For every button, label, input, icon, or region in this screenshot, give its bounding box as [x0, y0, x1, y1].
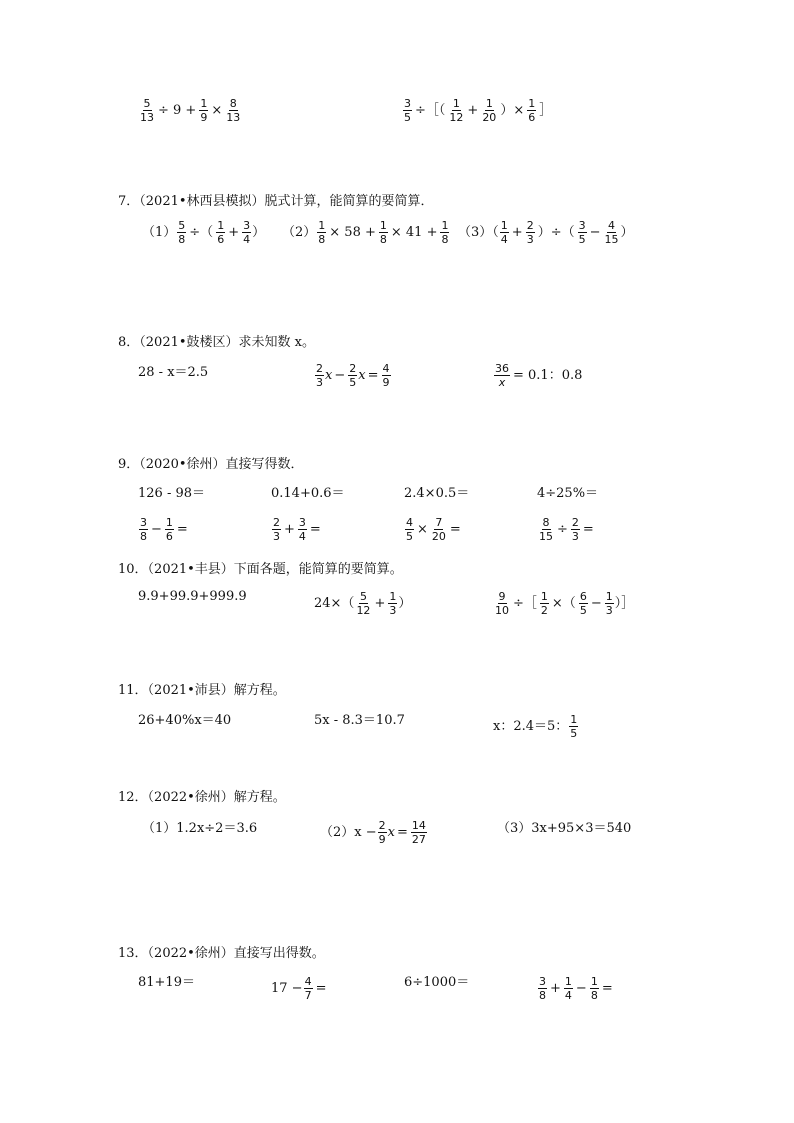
fraction: $\frac{2}{5}$ — [349, 362, 357, 389]
fraction: 1 6 — [217, 219, 225, 246]
question-13-heading: 13．（2022•徐州）直接写出得数。 — [118, 946, 325, 961]
question-11-heading: 11．（2021•沛县）解方程。 — [118, 683, 286, 698]
fraction: $\frac{1}{6}$ — [165, 516, 173, 543]
q8-problem-2: 2 3 x − $\frac{2}{5}$ x = $\frac{4}{9}$ — [316, 362, 390, 389]
fraction: $\frac{1}{8}$ — [590, 975, 598, 1002]
q12-problem-1: （1）1.2x÷2＝3.6 — [142, 821, 258, 836]
q9-row2-item: $\frac{8}{15}$ ÷ $\frac{2}{3}$ = — [539, 516, 594, 543]
fraction: $\frac{3}{4}$ — [243, 219, 251, 246]
fraction: 2 3 — [273, 516, 280, 543]
q11-problem-3: x：2.4＝5： 1 5 — [493, 713, 578, 740]
fraction: 3 8 — [140, 516, 147, 543]
q13-problem-2: 17 − $\frac{4}{7}$ = — [271, 975, 327, 1002]
q9-row2-item: $\frac{4}{5}$ × $\frac{7}{20}$ = — [406, 516, 461, 543]
fraction: $\frac{1}{6}$ — [528, 97, 536, 124]
q7-problem-2: （2） $\frac{1}{8}$ × 58 + $\frac{1}{8}$ × 41 + $\frac{1}{8}$ — [282, 219, 449, 246]
fraction: $\frac{1}{3}$ — [605, 590, 613, 617]
fraction: $\frac{1}{9}$ — [200, 97, 208, 124]
q10-problem-2: 24×（ 5 12 + $\frac{1}{3}$ ） — [314, 590, 412, 617]
fraction: $\frac{14}{27}$ — [411, 819, 426, 846]
question-12-heading: 12．（2022•徐州）解方程。 — [118, 790, 286, 805]
fraction: $\frac{4}{15}$ — [604, 219, 619, 246]
fraction: $\frac{4}{7}$ — [304, 975, 312, 1002]
fraction: 1 12 — [449, 97, 464, 124]
fraction: $\frac{1}{8}$ — [441, 219, 449, 246]
fraction: $\frac{2}{3}$ — [571, 516, 579, 543]
question-9-heading: 9．（2020•徐州）直接写得数． — [118, 457, 304, 472]
fraction: $\frac{5}{13}$ — [140, 97, 154, 124]
fraction: $\frac{3}{5}$ — [404, 97, 411, 124]
q9-row2-item: 3 8 − $\frac{1}{6}$ = — [140, 516, 188, 543]
expression-top-left: $\frac{5}{13}$ ÷ 9 + $\frac{1}{9}$ × $\frac{8}{13}$ — [140, 97, 241, 124]
question-10-heading: 10．（2021•丰县）下面各题，能简算的要简算。 — [118, 562, 403, 577]
fraction: $\frac{7}{20}$ — [431, 516, 446, 543]
fraction: $\frac{2}{9}$ — [378, 819, 386, 846]
question-8-heading: 8．（2021•鼓楼区）求未知数 x。 — [118, 335, 315, 350]
fraction: 1 5 — [570, 713, 578, 740]
q11-problem-2: 5x - 8.3＝10.7 — [314, 713, 405, 728]
q13-problem-3: 6÷1000＝ — [404, 975, 470, 990]
fraction: 3 5 — [578, 219, 586, 246]
fraction: $\frac{5}{8}$ — [178, 219, 186, 246]
fraction: $\frac{1}{2}$ — [540, 590, 548, 617]
fraction: $\frac{1}{8}$ — [318, 219, 326, 246]
q12-problem-2: （2）x − $\frac{2}{9}$ x = $\frac{14}{27}$ — [320, 819, 426, 846]
fraction: 2 3 — [316, 362, 323, 389]
q11-problem-1: 26+40%x＝40 — [138, 713, 232, 728]
fraction: $\frac{8}{15}$ — [539, 516, 553, 543]
q9-row1-item: 4÷25%＝ — [537, 486, 599, 501]
fraction: $\frac{3}{4}$ — [298, 516, 306, 543]
q12-problem-3: （3）3x+95×3＝540 — [497, 821, 632, 836]
fraction: 1 4 — [500, 219, 508, 246]
q9-row1-item: 0.14+0.6＝ — [271, 486, 345, 501]
q8-problem-3: $\frac{36}{x}$ = 0.1：0.8 — [495, 362, 583, 389]
question-7-heading: 7．（2021•林西县模拟）脱式计算，能简算的要简算． — [118, 194, 434, 209]
fraction: $\frac{4}{9}$ — [382, 362, 390, 389]
q13-problem-4: 3 8 + $\frac{1}{4}$ − $\frac{1}{8}$ = — [539, 975, 613, 1002]
fraction: 3 8 — [539, 975, 546, 1002]
fraction: $\frac{1}{3}$ — [389, 590, 397, 617]
fraction: $\frac{1}{8}$ — [379, 219, 387, 246]
q7-problem-1: （1） $\frac{5}{8}$ ÷（ 1 6 + $\frac{3}{4}$ ） — [142, 219, 266, 246]
fraction: 5 12 — [356, 590, 371, 617]
fraction: $\frac{9}{10}$ — [495, 590, 509, 617]
q13-problem-1: 81+19＝ — [138, 975, 195, 990]
fraction: $\frac{1}{20}$ — [482, 97, 497, 124]
expression-top-right: $\frac{3}{5}$ ÷［（ 1 12 + $\frac{1}{20}$ ）× $\frac{1}{6}$ ］ — [404, 97, 553, 124]
fraction: $\frac{8}{13}$ — [226, 97, 241, 124]
q8-problem-1: 28 - x＝2.5 — [138, 365, 209, 380]
fraction: 6 5 — [579, 590, 587, 617]
q10-problem-3: $\frac{9}{10}$ ÷［ $\frac{1}{2}$ ×（ 6 5 − $\frac{1}{3}$ ）］ — [495, 590, 635, 617]
q10-problem-1: 9.9+99.9+999.9 — [138, 589, 247, 604]
fraction: $\frac{2}{3}$ — [526, 219, 534, 246]
q9-row1-item: 2.4×0.5＝ — [404, 486, 470, 501]
q9-row1-item: 126 - 98＝ — [138, 486, 206, 501]
q7-problem-3: （3）（ 1 4 + $\frac{2}{3}$ ）÷（ 3 5 − $\frac{4}{15}$ ） — [458, 219, 634, 246]
fraction: $\frac{36}{x}$ — [495, 362, 509, 389]
fraction: $\frac{1}{4}$ — [564, 975, 572, 1002]
fraction: $\frac{4}{5}$ — [406, 516, 413, 543]
q9-row2-item: 2 3 + $\frac{3}{4}$ = — [273, 516, 321, 543]
